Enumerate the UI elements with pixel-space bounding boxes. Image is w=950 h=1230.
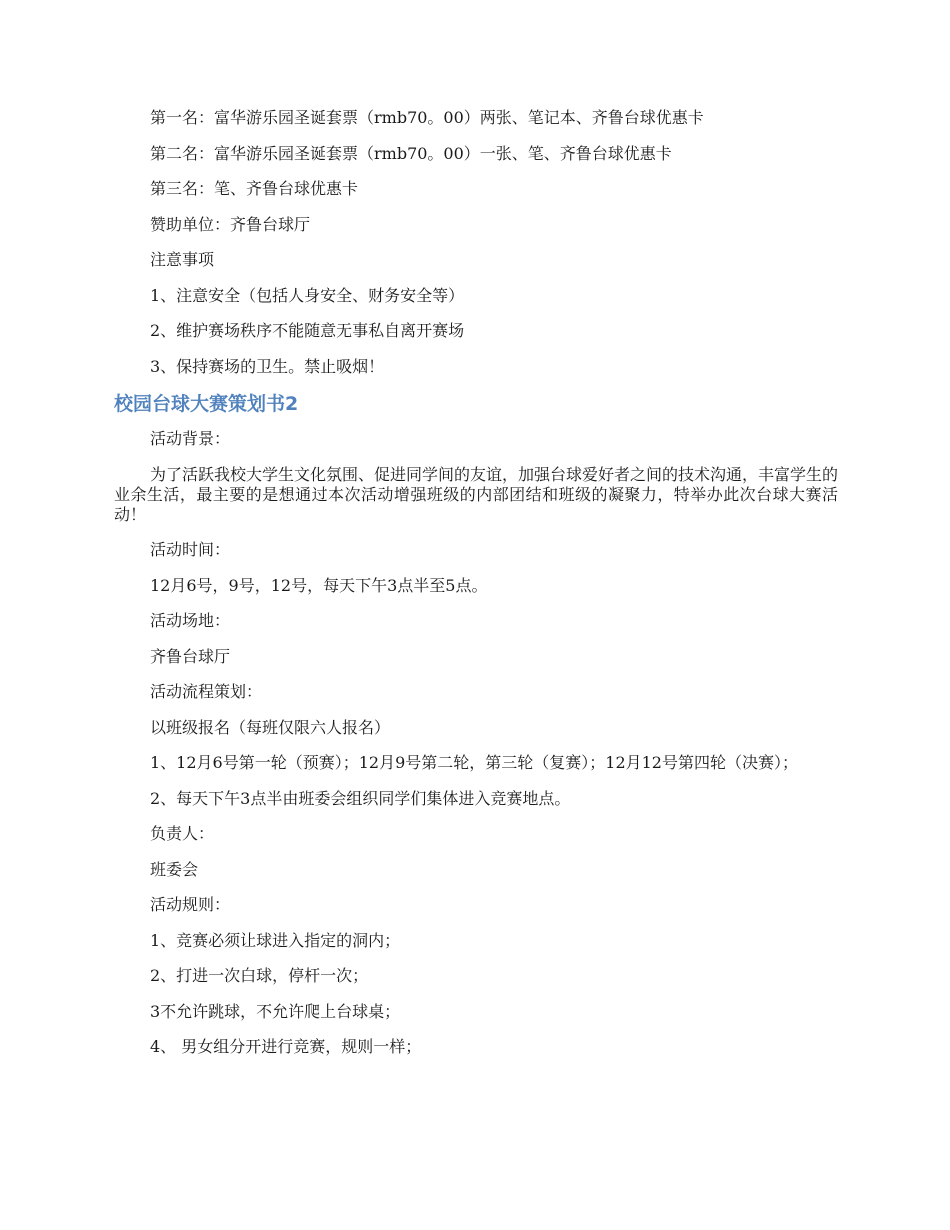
venue-label: 活动场地： [150,611,231,630]
rule-item-4: 4、 男女组分开进行竞赛，规则一样； [150,1037,422,1056]
process-item-1: 1、12月6号第一轮（预赛）；12月9号第二轮，第三轮（复赛）；12月12号第四轮（决赛）； [150,753,798,772]
document-body [114,108,838,1073]
notes-title: 注意事项 [150,250,215,269]
section-heading: 校园台球大赛策划书2 [114,393,299,415]
process-item-2: 2、每天下午3点半由班委会组织同学们集体进入竞赛地点。 [150,788,571,808]
background-label: 活动背景： [150,429,231,448]
owner-text: 班委会 [150,859,199,879]
background-text: 为了活跃我校大学生文化氛围、促进同学间的友谊，加强台球爱好者之间的技术沟通，丰富学生的业余生活，最主要的是想通过本次活动增强班级的内部团结和班级的凝聚力，特举办此次台球大赛活动！ [114,464,839,524]
owner-label: 负责人： [150,824,215,843]
note-item-2: 2、维护赛场秩序不能随意无事私自离开赛场 [150,321,465,340]
note-item-1: 1、注意安全（包括人身安全、财务安全等） [150,285,465,305]
rule-item-3: 3不允许跳球，不允许爬上台球桌； [150,1001,401,1021]
venue-text: 齐鲁台球厅 [150,646,231,666]
rule-item-2: 2、打进一次白球，停杆一次； [150,966,369,985]
prize-second: 第二名：富华游乐园圣诞套票（rmb70。00）一张、笔、齐鲁台球优惠卡 [150,143,672,163]
process-label: 活动流程策划： [150,682,263,701]
time-label: 活动时间： [150,540,231,559]
rule-item-1: 1、竞赛必须让球进入指定的洞内； [150,930,401,950]
time-text: 12月6号，9号，12号，每天下午3点半至5点。 [150,575,488,595]
prize-third: 第三名：笔、齐鲁台球优惠卡 [150,179,359,198]
registration-text: 以班级报名（每班仅限六人报名） [150,717,391,737]
rules-label: 活动规则： [150,895,231,914]
sponsor: 赞助单位：齐鲁台球厅 [150,214,311,234]
note-item-3: 3、保持赛场的卫生。禁止吸烟！ [150,356,385,376]
prize-first: 第一名：富华游乐园圣诞套票（rmb70。00）两张、笔记本、齐鲁台球优惠卡 [150,108,704,127]
